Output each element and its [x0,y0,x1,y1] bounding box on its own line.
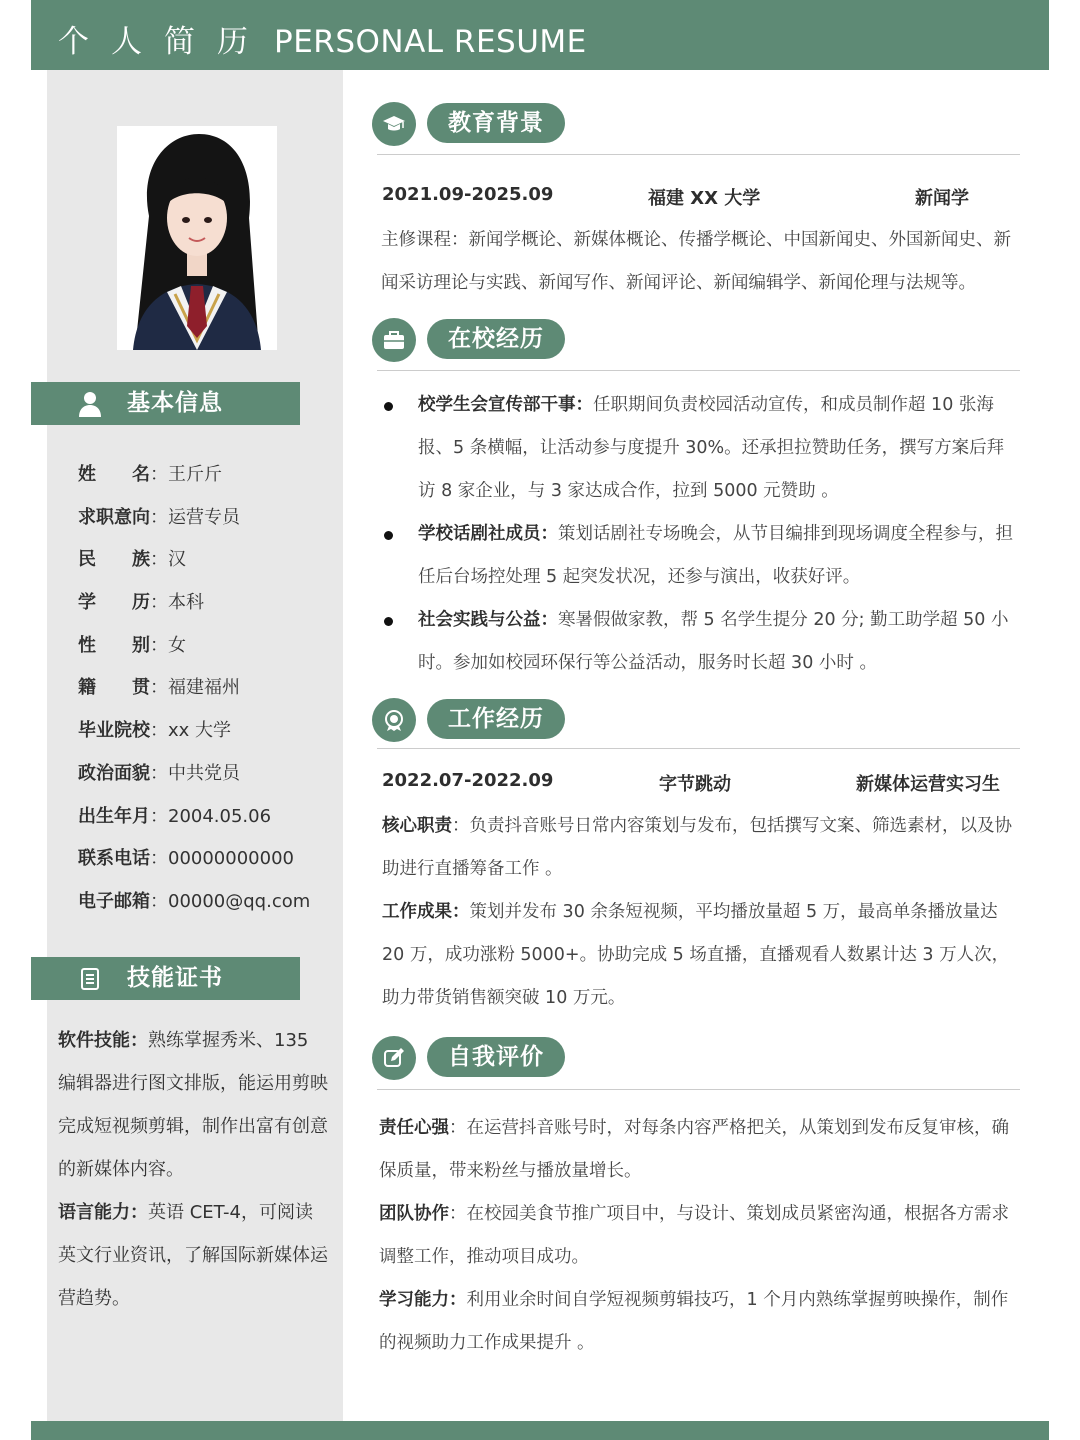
info-row-political: 政治面貌：中共党员 [78,753,340,796]
work-heading: 工作经历 [427,699,565,739]
info-value: xx 大学 [168,720,232,742]
info-label: 电子邮箱 [78,890,150,912]
self-eval-label: 责任心强 [379,1118,449,1138]
education-divider [377,154,1020,155]
skill-item: 软件技能：熟练掌握秀米、135 编辑器进行图文排版，能运用剪映完成短视频剪辑，制作出富有创意的新媒体内容。 [58,1030,328,1180]
campus-list [380,384,1020,685]
education-meta [382,184,1022,214]
self-eval-label: 团队协作 [379,1204,449,1224]
info-row-birth: 出生年月：2004.05.06 [78,796,340,839]
info-value: 中共党员 [168,762,240,784]
info-value: 00000000000 [168,848,294,870]
info-label: 政治面貌 [78,762,150,784]
work-icon-circle [372,698,416,742]
campus-item-text: 任职期间负责校园活动宣传，和成员制作超 10 张海报、5 条横幅，让活动参与度提升 30%。还承担拉赞助任务，撰写方案后拜访 8 家企业，与 3 家达成合作，拉到 5000 元赞助 。 [418,395,1005,501]
skill-item: 语言能力：英语 CET-4，可阅读英文行业资讯，了解国际新媒体运营趋势。 [58,1202,328,1309]
work-divider [377,748,1020,749]
skills-heading [31,957,300,1000]
info-row-school: 毕业院校：xx 大学 [78,710,340,753]
campus-item-label: 社会实践与公益 [418,610,541,630]
info-label: 联系电话 [78,848,150,870]
self-eval-text: 在校园美食节推广项目中，与设计、策划成员紧密沟通，根据各方需求调整工作，推动项目成功。 [379,1204,1009,1267]
basic-info-heading [31,382,300,425]
info-row-ethnicity: 民 族：汉 [78,539,340,582]
info-label: 学 历 [78,592,150,614]
briefcase-icon [382,328,406,352]
campus-item-label: 学校话剧社成员 [418,524,541,544]
info-value: 00000@qq.com [168,890,311,912]
basic-info-heading-text: 基本信息 [127,390,223,416]
bullet-dot [384,402,393,411]
education-heading: 教育背景 [427,103,565,143]
work-item-text: 负责抖音账号日常内容策划与发布，包括撰写文案、筛选素材，以及协助进行直播筹备工作 。 [382,816,1012,879]
self-eval-divider [377,1089,1020,1090]
info-row-education: 学 历：本科 [78,582,340,625]
education-period: 2021.09-2025.09 [382,184,554,205]
self-eval-heading: 自我评价 [427,1037,565,1077]
info-label: 籍 贯 [78,677,150,699]
info-row-name: 姓 名：王斤斤 [78,454,340,497]
info-row-objective: 求职意向：运营专员 [78,497,340,540]
campus-divider [377,370,1020,371]
info-label: 求职意向 [78,506,150,528]
education-icon-circle [372,102,416,146]
page-title [58,16,587,61]
work-item-label: 核心职责 [382,816,452,836]
self-eval-label: 学习能力 [379,1290,449,1310]
info-value: 王斤斤 [168,464,222,485]
document-icon [75,964,105,994]
info-row-email: 电子邮箱：00000@qq.com [78,881,340,924]
info-label: 毕业院校 [78,720,150,742]
campus-heading: 在校经历 [427,319,565,359]
bullet-dot [384,531,393,540]
education-school: 福建 XX 大学 [648,188,761,209]
bullet-dot [384,617,393,626]
self-eval-text: 利用业余时间自学短视频剪辑技巧，1 个月内熟练掌握剪映操作，制作的视频助力工作成果提升 。 [379,1290,1009,1353]
work-item-label: 工作成果 [382,902,452,922]
education-courses: 主修课程：新闻学概论、新媒体概论、传播学概论、中国新闻史、外国新闻史、新闻采访理论与实践、新闻写作、新闻评论、新闻编辑学、新闻伦理与法规等。 [381,230,1011,293]
info-value: 女 [168,634,186,656]
campus-item-text: 策划话剧社专场晚会，从节目编排到现场调度全程参与，担任后台场控处理 5 起突发状况，还参与演出，收获好评。 [418,524,1013,587]
skill-label: 软件技能 [58,1030,130,1051]
self-eval-item: 责任心强：在运营抖音账号时，对每条内容严格把关，从策划到发布反复审核，确保质量，带来粉丝与播放量增长。 [379,1118,1009,1181]
info-value: 汉 [168,549,186,571]
info-row-phone: 联系电话：00000000000 [78,838,340,881]
info-value: 福建福州 [168,677,240,699]
campus-icon-circle [372,318,416,362]
info-row-gender: 性 别：女 [78,625,340,668]
user-icon [75,389,105,419]
courses-label: 主修课程 [381,230,451,250]
work-role: 新媒体运营实习生 [856,774,1000,795]
profile-photo [117,126,277,350]
info-label: 民 族 [78,549,150,571]
campus-item-label: 校学生会宣传部干事 [418,395,576,415]
campus-item: 社会实践与公益：寒暑假做家教，帮 5 名学生提分 20 分; 勤工助学超 50 小时。参加如校园环保行等公益活动，服务时长超 30 小时 。 [380,599,1020,685]
title-en: PERSONAL RESUME [274,24,587,60]
graduation-cap-icon [382,112,406,136]
self-eval-text: 在运营抖音账号时，对每条内容严格把关，从策划到发布反复审核，确保质量，带来粉丝与播放量增长。 [379,1118,1009,1181]
edit-icon [382,1046,406,1070]
title-cn: 个人简历 [58,24,270,60]
courses-text: 新闻学概论、新媒体概论、传播学概论、中国新闻史、外国新闻史、新闻采访理论与实践、新闻写作、新闻评论、新闻编辑学、新闻伦理与法规等。 [381,230,1011,293]
basic-info-list [78,454,340,924]
work-details [382,805,1020,1020]
work-item: 核心职责：负责抖音账号日常内容策划与发布，包括撰写文案、筛选素材，以及协助进行直播筹备工作 。 [382,816,1012,879]
self-eval-item: 学习能力：利用业余时间自学短视频剪辑技巧，1 个月内熟练掌握剪映操作，制作的视频助力工作成果提升 。 [379,1290,1009,1353]
self-eval-list [379,1107,1019,1365]
info-label: 姓 名 [78,464,150,485]
campus-item: 校学生会宣传部干事：任职期间负责校园活动宣传，和成员制作超 10 张海报、5 条横幅，让活动参与度提升 30%。还承担拉赞助任务，撰写方案后拜访 8 家企业，与 3 家达成合作，拉到 5000 元赞助 。 [380,384,1020,513]
self-eval-icon-circle [372,1036,416,1080]
campus-item: 学校话剧社成员：策划话剧社专场晚会，从节目编排到现场调度全程参与，担任后台场控处理 5 起突发状况，还参与演出，收获好评。 [380,513,1020,599]
work-item-text: 策划并发布 30 余条短视频，平均播放量超 5 万，最高单条播放量达 20 万，成功涨粉 5000+。协助完成 5 场直播，直播观看人数累计达 3 万人次，助力带货销售额突破 10 万元。 [382,902,1010,1008]
info-value: 运营专员 [168,506,240,528]
work-item: 工作成果：策划并发布 30 余条短视频，平均播放量超 5 万，最高单条播放量达 20 万，成功涨粉 5000+。协助完成 5 场直播，直播观看人数累计达 3 万人次，助力带货销售额突破 10 万元。 [382,902,1010,1008]
work-company: 字节跳动 [659,774,731,795]
info-label: 出生年月 [78,805,150,827]
skill-text: 熟练掌握秀米、135 编辑器进行图文排版，能运用剪映完成短视频剪辑，制作出富有创意的新媒体内容。 [58,1030,328,1180]
skill-label: 语言能力 [58,1202,130,1223]
skills-heading-text: 技能证书 [127,965,223,991]
skill-text: 英语 CET-4，可阅读英文行业资讯，了解国际新媒体运营趋势。 [58,1202,328,1309]
skills-list [58,1019,330,1320]
info-value: 2004.05.06 [168,805,272,827]
info-label: 性 别 [78,634,150,656]
info-value: 本科 [168,592,204,614]
work-meta [382,770,1022,800]
campus-item-text: 寒暑假做家教，帮 5 名学生提分 20 分; 勤工助学超 50 小时。参加如校园环保行等公益活动，服务时长超 30 小时 。 [418,610,1009,673]
info-row-hometown: 籍 贯：福建福州 [78,667,340,710]
education-major: 新闻学 [915,188,969,209]
self-eval-item: 团队协作：在校园美食节推广项目中，与设计、策划成员紧密沟通，根据各方需求调整工作，推动项目成功。 [379,1204,1009,1267]
medal-icon [382,708,406,732]
work-period: 2022.07-2022.09 [382,770,554,791]
footer-bar [31,1421,1049,1440]
